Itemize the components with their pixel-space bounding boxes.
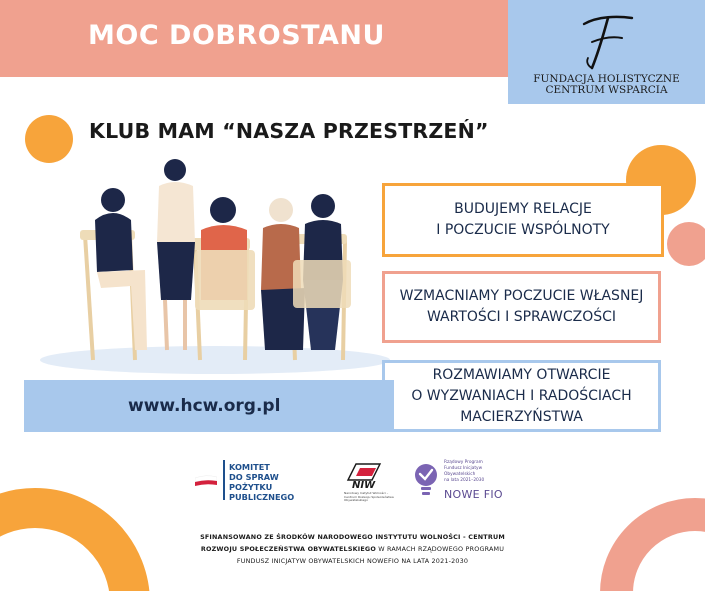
message-box-relations [382,183,664,257]
women-group-illustration [35,150,390,375]
kpp-text: DO SPRAW [229,472,279,482]
fundacja-f-logo-icon [578,14,636,70]
kpp-text: POŻYTKU [229,482,273,492]
website-link[interactable]: www.hcw.org.pl [128,396,281,416]
message-box-conversations [382,360,661,432]
fio-text: Rządowy Program [444,460,483,465]
message-line: BUDUJEMY RELACJE [454,201,592,217]
fio-bulb-icon [412,462,440,498]
message-line: ROZMAWIAMY OTWARCIE [432,366,611,383]
funding-note [0,543,705,555]
funding-note-text: SFINANSOWANO ZE ŚRODKÓW NARODOWEGO INSTYTUTU WOLNOŚCI - CENTRUM [200,533,505,541]
polish-flag-icon [195,474,217,488]
kpp-logo [195,458,305,502]
logo-text-line: CENTRUM WSPARCIA [545,84,668,96]
funding-note-text: W RAMACH RZĄDOWEGO PROGRAMU [376,545,505,553]
divider [223,460,225,500]
fio-text: na lata 2021–2030 [444,478,485,483]
niw-logo [338,458,398,502]
club-title: KLUB MAM “NASZA PRZESTRZEŃ” [89,119,489,143]
niw-label: NIW [352,480,376,491]
fio-text: Fundusz Inicjatyw [444,466,483,471]
message-box-selfworth [382,271,661,343]
funding-note-text: FUNDUSZ INICJATYW OBYWATELSKICH NOWEFIO NA LATA 2021-2030 [236,557,469,565]
logo-text-line: FUNDACJA HOLISTYCZNE [533,73,680,85]
fio-logo [410,458,510,502]
message-line: MACIERZYŃSTWA [460,408,583,425]
niw-flag-icon [346,462,382,482]
funding-note-text: ROZWOJU SPOŁECZEŃSTWA OBYWATELSKIEGO [200,545,376,553]
funding-note [0,555,705,567]
funding-note [0,531,705,543]
page-title: MOC DOBROSTANU [88,20,385,51]
fio-text: Obywatelskich [444,472,476,477]
message-line: WARTOŚCI I SPRAWCZOŚCI [426,309,617,325]
kpp-text: KOMITET [229,462,270,472]
message-line: I POCZUCIE WSPÓLNOTY [436,222,610,238]
niw-subtitle: Narodowy Instytut Wolności – Centrum Rozwoju Społeczeństwa Obywatelskiego [344,491,394,502]
fio-title: NOWE FIO [444,488,503,501]
message-line: O WYZWANIACH I RADOŚCIACH [411,387,632,404]
decorative-salmon-circle [667,222,705,266]
message-line: WZMACNIAMY POCZUCIE WŁASNEJ [399,288,644,304]
kpp-text: PUBLICZNEGO [229,492,295,502]
foundation-logo [508,0,705,104]
